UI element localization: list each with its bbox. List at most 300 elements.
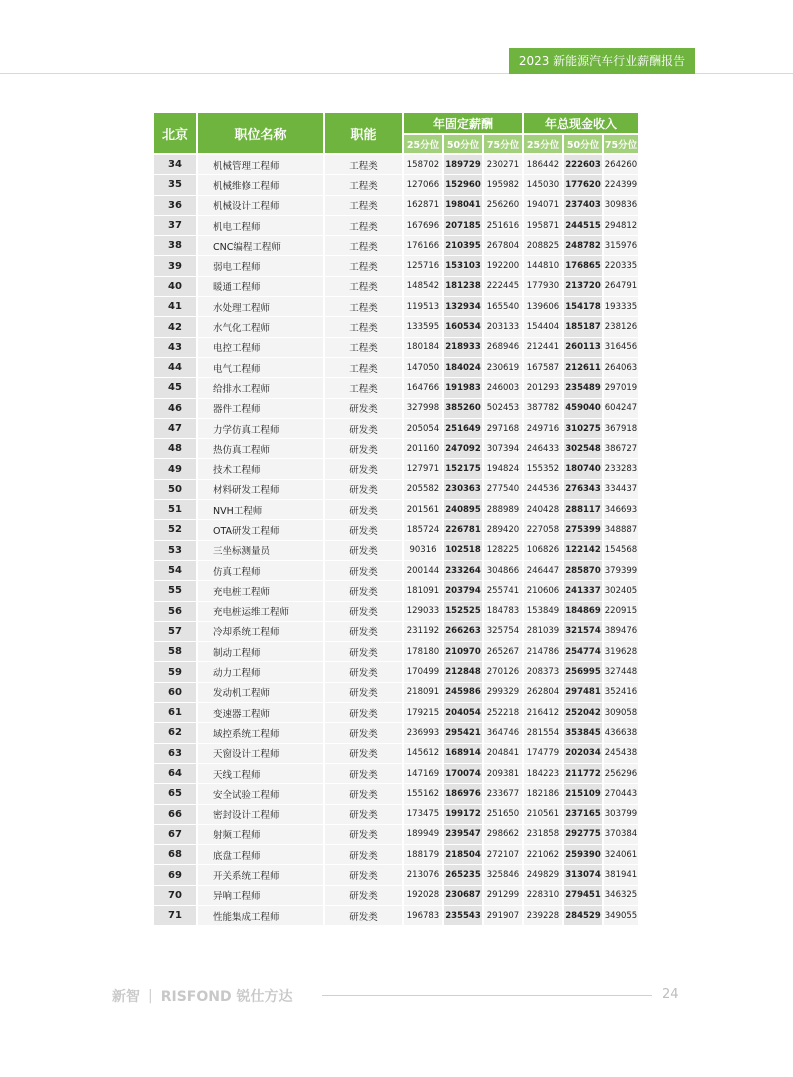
group-fixed-header: 年固定薪酬 bbox=[404, 113, 522, 133]
position-name-cell: 开关系统工程师 bbox=[198, 865, 323, 884]
fixed-p25-cell: 129033 bbox=[404, 602, 442, 621]
row-id-cell: 65 bbox=[154, 784, 196, 803]
fixed-p75-cell: 299329 bbox=[484, 683, 522, 702]
function-cell: 研发类 bbox=[325, 642, 402, 661]
total-p75-cell: 327448 bbox=[604, 662, 638, 681]
table-row bbox=[154, 480, 638, 500]
position-name-cell: CNC编程工程师 bbox=[198, 236, 323, 255]
fixed-p50-cell: 204054 bbox=[444, 703, 482, 722]
fixed-p75-cell: 192200 bbox=[484, 256, 522, 275]
position-name-cell: 机械维修工程师 bbox=[198, 175, 323, 194]
position-name-cell: 仿真工程师 bbox=[198, 561, 323, 580]
total-p25-cell: 210561 bbox=[524, 805, 562, 824]
table-row bbox=[154, 642, 638, 662]
position-name-cell: 安全试验工程师 bbox=[198, 784, 323, 803]
function-cell: 研发类 bbox=[325, 886, 402, 905]
total-p25-cell: 186442 bbox=[524, 155, 562, 174]
table-row bbox=[154, 277, 638, 297]
fixed-p25-cell: 155162 bbox=[404, 784, 442, 803]
fixed-p75-cell: 165540 bbox=[484, 297, 522, 316]
row-id-cell: 37 bbox=[154, 216, 196, 235]
total-p50-cell: 185187 bbox=[564, 317, 602, 336]
fixed-p75-cell: 325846 bbox=[484, 865, 522, 884]
total-p50-cell: 211772 bbox=[564, 764, 602, 783]
total-p50-cell: 459040 bbox=[564, 399, 602, 418]
table-row bbox=[154, 358, 638, 378]
total-p25-cell: 246433 bbox=[524, 439, 562, 458]
fixed-p25-cell: 205582 bbox=[404, 480, 442, 499]
fixed-p50-cell: 152960 bbox=[444, 175, 482, 194]
total-p25-cell: 154404 bbox=[524, 317, 562, 336]
fixed-p50-cell: 132934 bbox=[444, 297, 482, 316]
position-name-cell: 三坐标测量员 bbox=[198, 541, 323, 560]
row-id-cell: 57 bbox=[154, 622, 196, 641]
total-p25-cell: 106826 bbox=[524, 541, 562, 560]
fixed-p25-cell: 185724 bbox=[404, 520, 442, 539]
total-p25-cell: 214786 bbox=[524, 642, 562, 661]
position-name-cell: 机械管理工程师 bbox=[198, 155, 323, 174]
total-p50-cell: 241337 bbox=[564, 581, 602, 600]
position-name-cell: 水处理工程师 bbox=[198, 297, 323, 316]
fixed-p75-cell: 204841 bbox=[484, 744, 522, 763]
fixed-p50-cell: 203794 bbox=[444, 581, 482, 600]
function-cell: 研发类 bbox=[325, 439, 402, 458]
total-p75-cell: 302405 bbox=[604, 581, 638, 600]
total-p25-cell: 262804 bbox=[524, 683, 562, 702]
row-id-cell: 71 bbox=[154, 906, 196, 925]
total-p50-cell: 259390 bbox=[564, 845, 602, 864]
total-p75-cell: 604247 bbox=[604, 399, 638, 418]
fixed-p75-cell: 304866 bbox=[484, 561, 522, 580]
total-p25-cell: 144810 bbox=[524, 256, 562, 275]
fixed-p50-cell: 207185 bbox=[444, 216, 482, 235]
fixed-p25-cell: 179215 bbox=[404, 703, 442, 722]
table-row bbox=[154, 297, 638, 317]
total-p50-cell: 353845 bbox=[564, 723, 602, 742]
position-name-cell: 异响工程师 bbox=[198, 886, 323, 905]
row-id-cell: 44 bbox=[154, 358, 196, 377]
position-name-cell: 冷却系统工程师 bbox=[198, 622, 323, 641]
row-id-cell: 67 bbox=[154, 825, 196, 844]
fixed-p25-cell: 189949 bbox=[404, 825, 442, 844]
table-row bbox=[154, 581, 638, 601]
row-id-cell: 47 bbox=[154, 419, 196, 438]
total-p75-cell: 346325 bbox=[604, 886, 638, 905]
table-row bbox=[154, 703, 638, 723]
row-id-cell: 48 bbox=[154, 439, 196, 458]
position-name-cell: OTA研发工程师 bbox=[198, 520, 323, 539]
total-p75-cell: 220335 bbox=[604, 256, 638, 275]
function-cell: 研发类 bbox=[325, 845, 402, 864]
total-p50-cell: 275399 bbox=[564, 520, 602, 539]
col-position-header: 职位名称 bbox=[198, 113, 323, 153]
fixed-p75-cell: 195982 bbox=[484, 175, 522, 194]
sub-header-total-p75: 75分位 bbox=[604, 135, 638, 153]
function-cell: 工程类 bbox=[325, 175, 402, 194]
total-p50-cell: 279451 bbox=[564, 886, 602, 905]
table-row bbox=[154, 723, 638, 743]
total-p75-cell: 245438 bbox=[604, 744, 638, 763]
row-id-cell: 49 bbox=[154, 459, 196, 478]
function-cell: 研发类 bbox=[325, 662, 402, 681]
total-p25-cell: 387782 bbox=[524, 399, 562, 418]
total-p25-cell: 208373 bbox=[524, 662, 562, 681]
row-id-cell: 66 bbox=[154, 805, 196, 824]
total-p75-cell: 238126 bbox=[604, 317, 638, 336]
function-cell: 研发类 bbox=[325, 459, 402, 478]
total-p75-cell: 264063 bbox=[604, 358, 638, 377]
row-id-cell: 58 bbox=[154, 642, 196, 661]
fixed-p50-cell: 181238 bbox=[444, 277, 482, 296]
row-id-cell: 62 bbox=[154, 723, 196, 742]
position-name-cell: 充电桩工程师 bbox=[198, 581, 323, 600]
total-p75-cell: 294812 bbox=[604, 216, 638, 235]
table-row bbox=[154, 784, 638, 804]
report-title-banner bbox=[509, 48, 695, 74]
table-row bbox=[154, 399, 638, 419]
total-p50-cell: 285870 bbox=[564, 561, 602, 580]
total-p25-cell: 167587 bbox=[524, 358, 562, 377]
row-id-cell: 36 bbox=[154, 196, 196, 215]
position-name-cell: 天窗设计工程师 bbox=[198, 744, 323, 763]
fixed-p50-cell: 245986 bbox=[444, 683, 482, 702]
row-id-cell: 61 bbox=[154, 703, 196, 722]
report-title: 2023 新能源汽车行业薪酬报告 bbox=[518, 54, 686, 68]
total-p50-cell: 252042 bbox=[564, 703, 602, 722]
position-name-cell: 发动机工程师 bbox=[198, 683, 323, 702]
fixed-p50-cell: 265235 bbox=[444, 865, 482, 884]
total-p75-cell: 352416 bbox=[604, 683, 638, 702]
table-row bbox=[154, 845, 638, 865]
fixed-p25-cell: 181091 bbox=[404, 581, 442, 600]
total-p25-cell: 182186 bbox=[524, 784, 562, 803]
position-name-cell: 器件工程师 bbox=[198, 399, 323, 418]
total-p75-cell: 303799 bbox=[604, 805, 638, 824]
total-p50-cell: 256995 bbox=[564, 662, 602, 681]
total-p50-cell: 237403 bbox=[564, 196, 602, 215]
fixed-p75-cell: 265267 bbox=[484, 642, 522, 661]
total-p75-cell: 270443 bbox=[604, 784, 638, 803]
fixed-p75-cell: 364746 bbox=[484, 723, 522, 742]
row-id-cell: 56 bbox=[154, 602, 196, 621]
fixed-p50-cell: 152525 bbox=[444, 602, 482, 621]
total-p50-cell: 292775 bbox=[564, 825, 602, 844]
total-p50-cell: 122142 bbox=[564, 541, 602, 560]
fixed-p50-cell: 170074 bbox=[444, 764, 482, 783]
fixed-p25-cell: 176166 bbox=[404, 236, 442, 255]
sub-header-fixed-p25: 25分位 bbox=[404, 135, 442, 153]
position-name-cell: 技术工程师 bbox=[198, 459, 323, 478]
function-cell: 研发类 bbox=[325, 602, 402, 621]
total-p25-cell: 201293 bbox=[524, 378, 562, 397]
total-p75-cell: 264260 bbox=[604, 155, 638, 174]
fixed-p75-cell: 288989 bbox=[484, 500, 522, 519]
row-id-cell: 46 bbox=[154, 399, 196, 418]
function-cell: 研发类 bbox=[325, 703, 402, 722]
fixed-p25-cell: 236993 bbox=[404, 723, 442, 742]
salary-table bbox=[154, 113, 638, 926]
fixed-p75-cell: 277540 bbox=[484, 480, 522, 499]
fixed-p50-cell: 230687 bbox=[444, 886, 482, 905]
fixed-p50-cell: 235543 bbox=[444, 906, 482, 925]
total-p50-cell: 237165 bbox=[564, 805, 602, 824]
position-name-cell: 射频工程师 bbox=[198, 825, 323, 844]
fixed-p25-cell: 158702 bbox=[404, 155, 442, 174]
total-p50-cell: 276343 bbox=[564, 480, 602, 499]
sub-header-fixed-p50: 50分位 bbox=[444, 135, 482, 153]
total-p75-cell: 346693 bbox=[604, 500, 638, 519]
row-id-cell: 43 bbox=[154, 338, 196, 357]
fixed-p25-cell: 119513 bbox=[404, 297, 442, 316]
total-p25-cell: 184223 bbox=[524, 764, 562, 783]
function-cell: 研发类 bbox=[325, 723, 402, 742]
total-p25-cell: 240428 bbox=[524, 500, 562, 519]
table-row bbox=[154, 561, 638, 581]
fixed-p25-cell: 167696 bbox=[404, 216, 442, 235]
fixed-p25-cell: 127971 bbox=[404, 459, 442, 478]
function-cell: 工程类 bbox=[325, 236, 402, 255]
fixed-p50-cell: 199172 bbox=[444, 805, 482, 824]
fixed-p50-cell: 251649 bbox=[444, 419, 482, 438]
fixed-p50-cell: 198041 bbox=[444, 196, 482, 215]
total-p25-cell: 210606 bbox=[524, 581, 562, 600]
fixed-p50-cell: 233264 bbox=[444, 561, 482, 580]
total-p75-cell: 370384 bbox=[604, 825, 638, 844]
table-row bbox=[154, 419, 638, 439]
position-name-cell: 底盘工程师 bbox=[198, 845, 323, 864]
position-name-cell: 性能集成工程师 bbox=[198, 906, 323, 925]
table-row bbox=[154, 865, 638, 885]
fixed-p50-cell: 186976 bbox=[444, 784, 482, 803]
total-p25-cell: 208825 bbox=[524, 236, 562, 255]
table-row bbox=[154, 886, 638, 906]
total-p50-cell: 302548 bbox=[564, 439, 602, 458]
position-name-cell: 暖通工程师 bbox=[198, 277, 323, 296]
fixed-p50-cell: 210395 bbox=[444, 236, 482, 255]
fixed-p50-cell: 102518 bbox=[444, 541, 482, 560]
fixed-p75-cell: 194824 bbox=[484, 459, 522, 478]
fixed-p50-cell: 152175 bbox=[444, 459, 482, 478]
total-p50-cell: 180740 bbox=[564, 459, 602, 478]
total-p50-cell: 321574 bbox=[564, 622, 602, 641]
total-p75-cell: 381941 bbox=[604, 865, 638, 884]
position-name-cell: 天线工程师 bbox=[198, 764, 323, 783]
total-p25-cell: 244536 bbox=[524, 480, 562, 499]
position-name-cell: NVH工程师 bbox=[198, 500, 323, 519]
fixed-p50-cell: 168914 bbox=[444, 744, 482, 763]
function-cell: 研发类 bbox=[325, 419, 402, 438]
group-total-header: 年总现金收入 bbox=[524, 113, 638, 133]
fixed-p50-cell: 210970 bbox=[444, 642, 482, 661]
fixed-p50-cell: 226781 bbox=[444, 520, 482, 539]
row-id-cell: 34 bbox=[154, 155, 196, 174]
total-p25-cell: 153849 bbox=[524, 602, 562, 621]
total-p75-cell: 349055 bbox=[604, 906, 638, 925]
total-p75-cell: 297019 bbox=[604, 378, 638, 397]
fixed-p25-cell: 201160 bbox=[404, 439, 442, 458]
fixed-p25-cell: 213076 bbox=[404, 865, 442, 884]
position-name-cell: 动力工程师 bbox=[198, 662, 323, 681]
fixed-p25-cell: 147169 bbox=[404, 764, 442, 783]
total-p25-cell: 145030 bbox=[524, 175, 562, 194]
total-p75-cell: 256296 bbox=[604, 764, 638, 783]
total-p25-cell: 281039 bbox=[524, 622, 562, 641]
total-p75-cell: 154568 bbox=[604, 541, 638, 560]
function-cell: 工程类 bbox=[325, 216, 402, 235]
table-row bbox=[154, 236, 638, 256]
total-p50-cell: 284529 bbox=[564, 906, 602, 925]
total-p25-cell: 212441 bbox=[524, 338, 562, 357]
table-row bbox=[154, 622, 638, 642]
fixed-p50-cell: 266263 bbox=[444, 622, 482, 641]
page-number: 24 bbox=[662, 987, 679, 1002]
fixed-p25-cell: 164766 bbox=[404, 378, 442, 397]
function-cell: 研发类 bbox=[325, 399, 402, 418]
fixed-p25-cell: 170499 bbox=[404, 662, 442, 681]
footer-logos bbox=[112, 986, 292, 1006]
table-body bbox=[154, 155, 638, 926]
total-p50-cell: 313074 bbox=[564, 865, 602, 884]
total-p50-cell: 177620 bbox=[564, 175, 602, 194]
position-name-cell: 机械设计工程师 bbox=[198, 196, 323, 215]
total-p25-cell: 155352 bbox=[524, 459, 562, 478]
position-name-cell: 材料研发工程师 bbox=[198, 480, 323, 499]
position-name-cell: 密封设计工程师 bbox=[198, 805, 323, 824]
position-name-cell: 水气化工程师 bbox=[198, 317, 323, 336]
table-row bbox=[154, 602, 638, 622]
table-row bbox=[154, 317, 638, 337]
position-name-cell: 域控系统工程师 bbox=[198, 723, 323, 742]
fixed-p75-cell: 184783 bbox=[484, 602, 522, 621]
total-p75-cell: 348887 bbox=[604, 520, 638, 539]
total-p25-cell: 246447 bbox=[524, 561, 562, 580]
function-cell: 研发类 bbox=[325, 500, 402, 519]
function-cell: 工程类 bbox=[325, 317, 402, 336]
total-p75-cell: 334437 bbox=[604, 480, 638, 499]
total-p50-cell: 297481 bbox=[564, 683, 602, 702]
function-cell: 工程类 bbox=[325, 196, 402, 215]
function-cell: 研发类 bbox=[325, 561, 402, 580]
fixed-p75-cell: 251650 bbox=[484, 805, 522, 824]
table-row bbox=[154, 662, 638, 682]
total-p50-cell: 310275 bbox=[564, 419, 602, 438]
function-cell: 研发类 bbox=[325, 480, 402, 499]
total-p75-cell: 386727 bbox=[604, 439, 638, 458]
function-cell: 工程类 bbox=[325, 155, 402, 174]
row-id-cell: 59 bbox=[154, 662, 196, 681]
fixed-p25-cell: 200144 bbox=[404, 561, 442, 580]
fixed-p75-cell: 291907 bbox=[484, 906, 522, 925]
total-p75-cell: 367918 bbox=[604, 419, 638, 438]
fixed-p75-cell: 297168 bbox=[484, 419, 522, 438]
total-p50-cell: 222603 bbox=[564, 155, 602, 174]
total-p50-cell: 176865 bbox=[564, 256, 602, 275]
total-p75-cell: 264791 bbox=[604, 277, 638, 296]
total-p75-cell: 309058 bbox=[604, 703, 638, 722]
position-name-cell: 热仿真工程师 bbox=[198, 439, 323, 458]
fixed-p75-cell: 298662 bbox=[484, 825, 522, 844]
table-row bbox=[154, 520, 638, 540]
total-p75-cell: 379399 bbox=[604, 561, 638, 580]
row-id-cell: 70 bbox=[154, 886, 196, 905]
total-p50-cell: 202034 bbox=[564, 744, 602, 763]
fixed-p25-cell: 133595 bbox=[404, 317, 442, 336]
row-id-cell: 50 bbox=[154, 480, 196, 499]
total-p75-cell: 324061 bbox=[604, 845, 638, 864]
total-p50-cell: 248782 bbox=[564, 236, 602, 255]
function-cell: 工程类 bbox=[325, 277, 402, 296]
function-cell: 研发类 bbox=[325, 865, 402, 884]
total-p75-cell: 319628 bbox=[604, 642, 638, 661]
fixed-p75-cell: 502453 bbox=[484, 399, 522, 418]
total-p75-cell: 436638 bbox=[604, 723, 638, 742]
fixed-p75-cell: 209381 bbox=[484, 764, 522, 783]
total-p50-cell: 288117 bbox=[564, 500, 602, 519]
fixed-p25-cell: 148542 bbox=[404, 277, 442, 296]
total-p25-cell: 221062 bbox=[524, 845, 562, 864]
function-cell: 研发类 bbox=[325, 683, 402, 702]
fixed-p25-cell: 125716 bbox=[404, 256, 442, 275]
table-row bbox=[154, 256, 638, 276]
table-header bbox=[154, 113, 638, 153]
function-cell: 研发类 bbox=[325, 541, 402, 560]
total-p25-cell: 239228 bbox=[524, 906, 562, 925]
table-row bbox=[154, 378, 638, 398]
fixed-p50-cell: 385260 bbox=[444, 399, 482, 418]
col-function-header: 职能 bbox=[325, 113, 402, 153]
fixed-p75-cell: 307394 bbox=[484, 439, 522, 458]
row-id-cell: 35 bbox=[154, 175, 196, 194]
fixed-p50-cell: 153103 bbox=[444, 256, 482, 275]
table-row bbox=[154, 825, 638, 845]
position-name-cell: 充电桩运维工程师 bbox=[198, 602, 323, 621]
fixed-p75-cell: 203133 bbox=[484, 317, 522, 336]
total-p25-cell: 216412 bbox=[524, 703, 562, 722]
total-p75-cell: 193335 bbox=[604, 297, 638, 316]
position-name-cell: 弱电工程师 bbox=[198, 256, 323, 275]
row-id-cell: 38 bbox=[154, 236, 196, 255]
function-cell: 研发类 bbox=[325, 622, 402, 641]
row-id-cell: 55 bbox=[154, 581, 196, 600]
fixed-p75-cell: 256260 bbox=[484, 196, 522, 215]
total-p75-cell: 224399 bbox=[604, 175, 638, 194]
total-p50-cell: 213720 bbox=[564, 277, 602, 296]
total-p50-cell: 235489 bbox=[564, 378, 602, 397]
function-cell: 研发类 bbox=[325, 906, 402, 925]
total-p75-cell: 233283 bbox=[604, 459, 638, 478]
function-cell: 研发类 bbox=[325, 581, 402, 600]
fixed-p25-cell: 201561 bbox=[404, 500, 442, 519]
fixed-p75-cell: 230619 bbox=[484, 358, 522, 377]
position-name-cell: 制动工程师 bbox=[198, 642, 323, 661]
sub-header-fixed-p75: 75分位 bbox=[484, 135, 522, 153]
total-p50-cell: 215109 bbox=[564, 784, 602, 803]
total-p25-cell: 228310 bbox=[524, 886, 562, 905]
fixed-p75-cell: 233677 bbox=[484, 784, 522, 803]
fixed-p25-cell: 127066 bbox=[404, 175, 442, 194]
fixed-p25-cell: 162871 bbox=[404, 196, 442, 215]
total-p50-cell: 212611 bbox=[564, 358, 602, 377]
row-id-cell: 63 bbox=[154, 744, 196, 763]
total-p75-cell: 389476 bbox=[604, 622, 638, 641]
total-p25-cell: 174779 bbox=[524, 744, 562, 763]
fixed-p50-cell: 295421 bbox=[444, 723, 482, 742]
row-id-cell: 45 bbox=[154, 378, 196, 397]
total-p50-cell: 244515 bbox=[564, 216, 602, 235]
fixed-p75-cell: 252218 bbox=[484, 703, 522, 722]
xinzhi-logo: 新智 bbox=[112, 989, 140, 1005]
table-row bbox=[154, 439, 638, 459]
